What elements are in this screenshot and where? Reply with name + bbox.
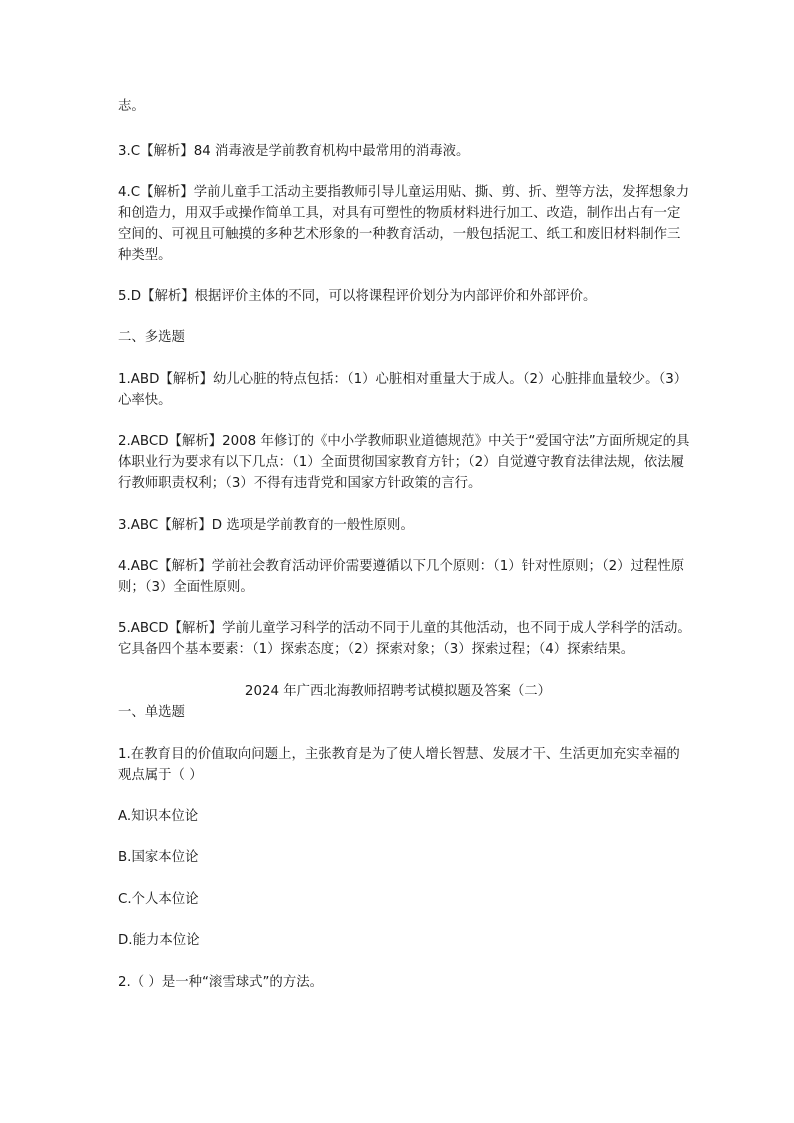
option-d: D.能力本位论	[118, 933, 200, 948]
multi-answer-2: 2.ABCD【解析】2008 年修订的《中小学教师职业道德规范》中关于“爱国守法”方面所规定的具体职业行为要求有以下几点：（1）全面贯彻国家教育方针；（2）自觉遵守教育法律法规，依法履行教师职责权利；（3）不得有违背党和国家方针政策的言行。	[118, 434, 690, 491]
multi-answer-3: 3.ABC【解析】D 选项是学前教育的一般性原则。	[118, 518, 414, 533]
answer-3: 3.C【解析】84 消毒液是学前教育机构中最常用的消毒液。	[118, 144, 470, 159]
section-heading-single-choice: 一、单选题	[118, 705, 185, 720]
document-title: 2024 年广西北海教师招聘考试模拟题及答案（二）	[244, 684, 552, 699]
multi-answer-4: 4.ABC【解析】学前社会教育活动评价需要遵循以下几个原则：（1）针对性原则；（2）过程性原则；（3）全面性原则。	[118, 559, 685, 595]
option-b: B.国家本位论	[118, 850, 199, 865]
multi-answer-5: 5.ABCD【解析】学前儿童学习科学的活动不同于儿童的其他活动，也不同于成人学科学的活动。它具备四个基本要素：（1）探索态度；（2）探索对象；（3）探索过程；（4）探索结果。	[118, 621, 691, 657]
section-heading-multiple-choice: 二、多选题	[118, 330, 185, 345]
multi-answer-1: 1.ABD【解析】幼儿心脏的特点包括：（1）心脏相对重量大于成人。（2）心脏排血量较少。（3）心率快。	[118, 372, 688, 408]
answer-4: 4.C【解析】学前儿童手工活动主要指教师引导儿童运用贴、撕、剪、折、塑等方法，发挥想象力和创造力，用双手或操作简单工具，对具有可塑性的物质材料进行加工、改造，制作出占有一定空间的、可视且可触摸的多种艺术形象的一种教育活动，一般包括泥工、纸工和废旧材料制作三种类型。	[118, 185, 690, 263]
question-2: 2.（ ）是一种“滚雪球式”的方法。	[118, 975, 323, 990]
option-c: C.个人本位论	[118, 892, 199, 907]
option-a: A.知识本位论	[118, 809, 199, 824]
question-1: 1.在教育目的价值取向问题上，主张教育是为了使人增长智慧、发展才干、生活更加充实幸福的观点属于（ ）	[118, 747, 680, 783]
answer-5: 5.D【解析】根据评价主体的不同，可以将课程评价划分为内部评价和外部评价。	[118, 289, 597, 304]
answer-continuation: 志。	[118, 99, 145, 114]
